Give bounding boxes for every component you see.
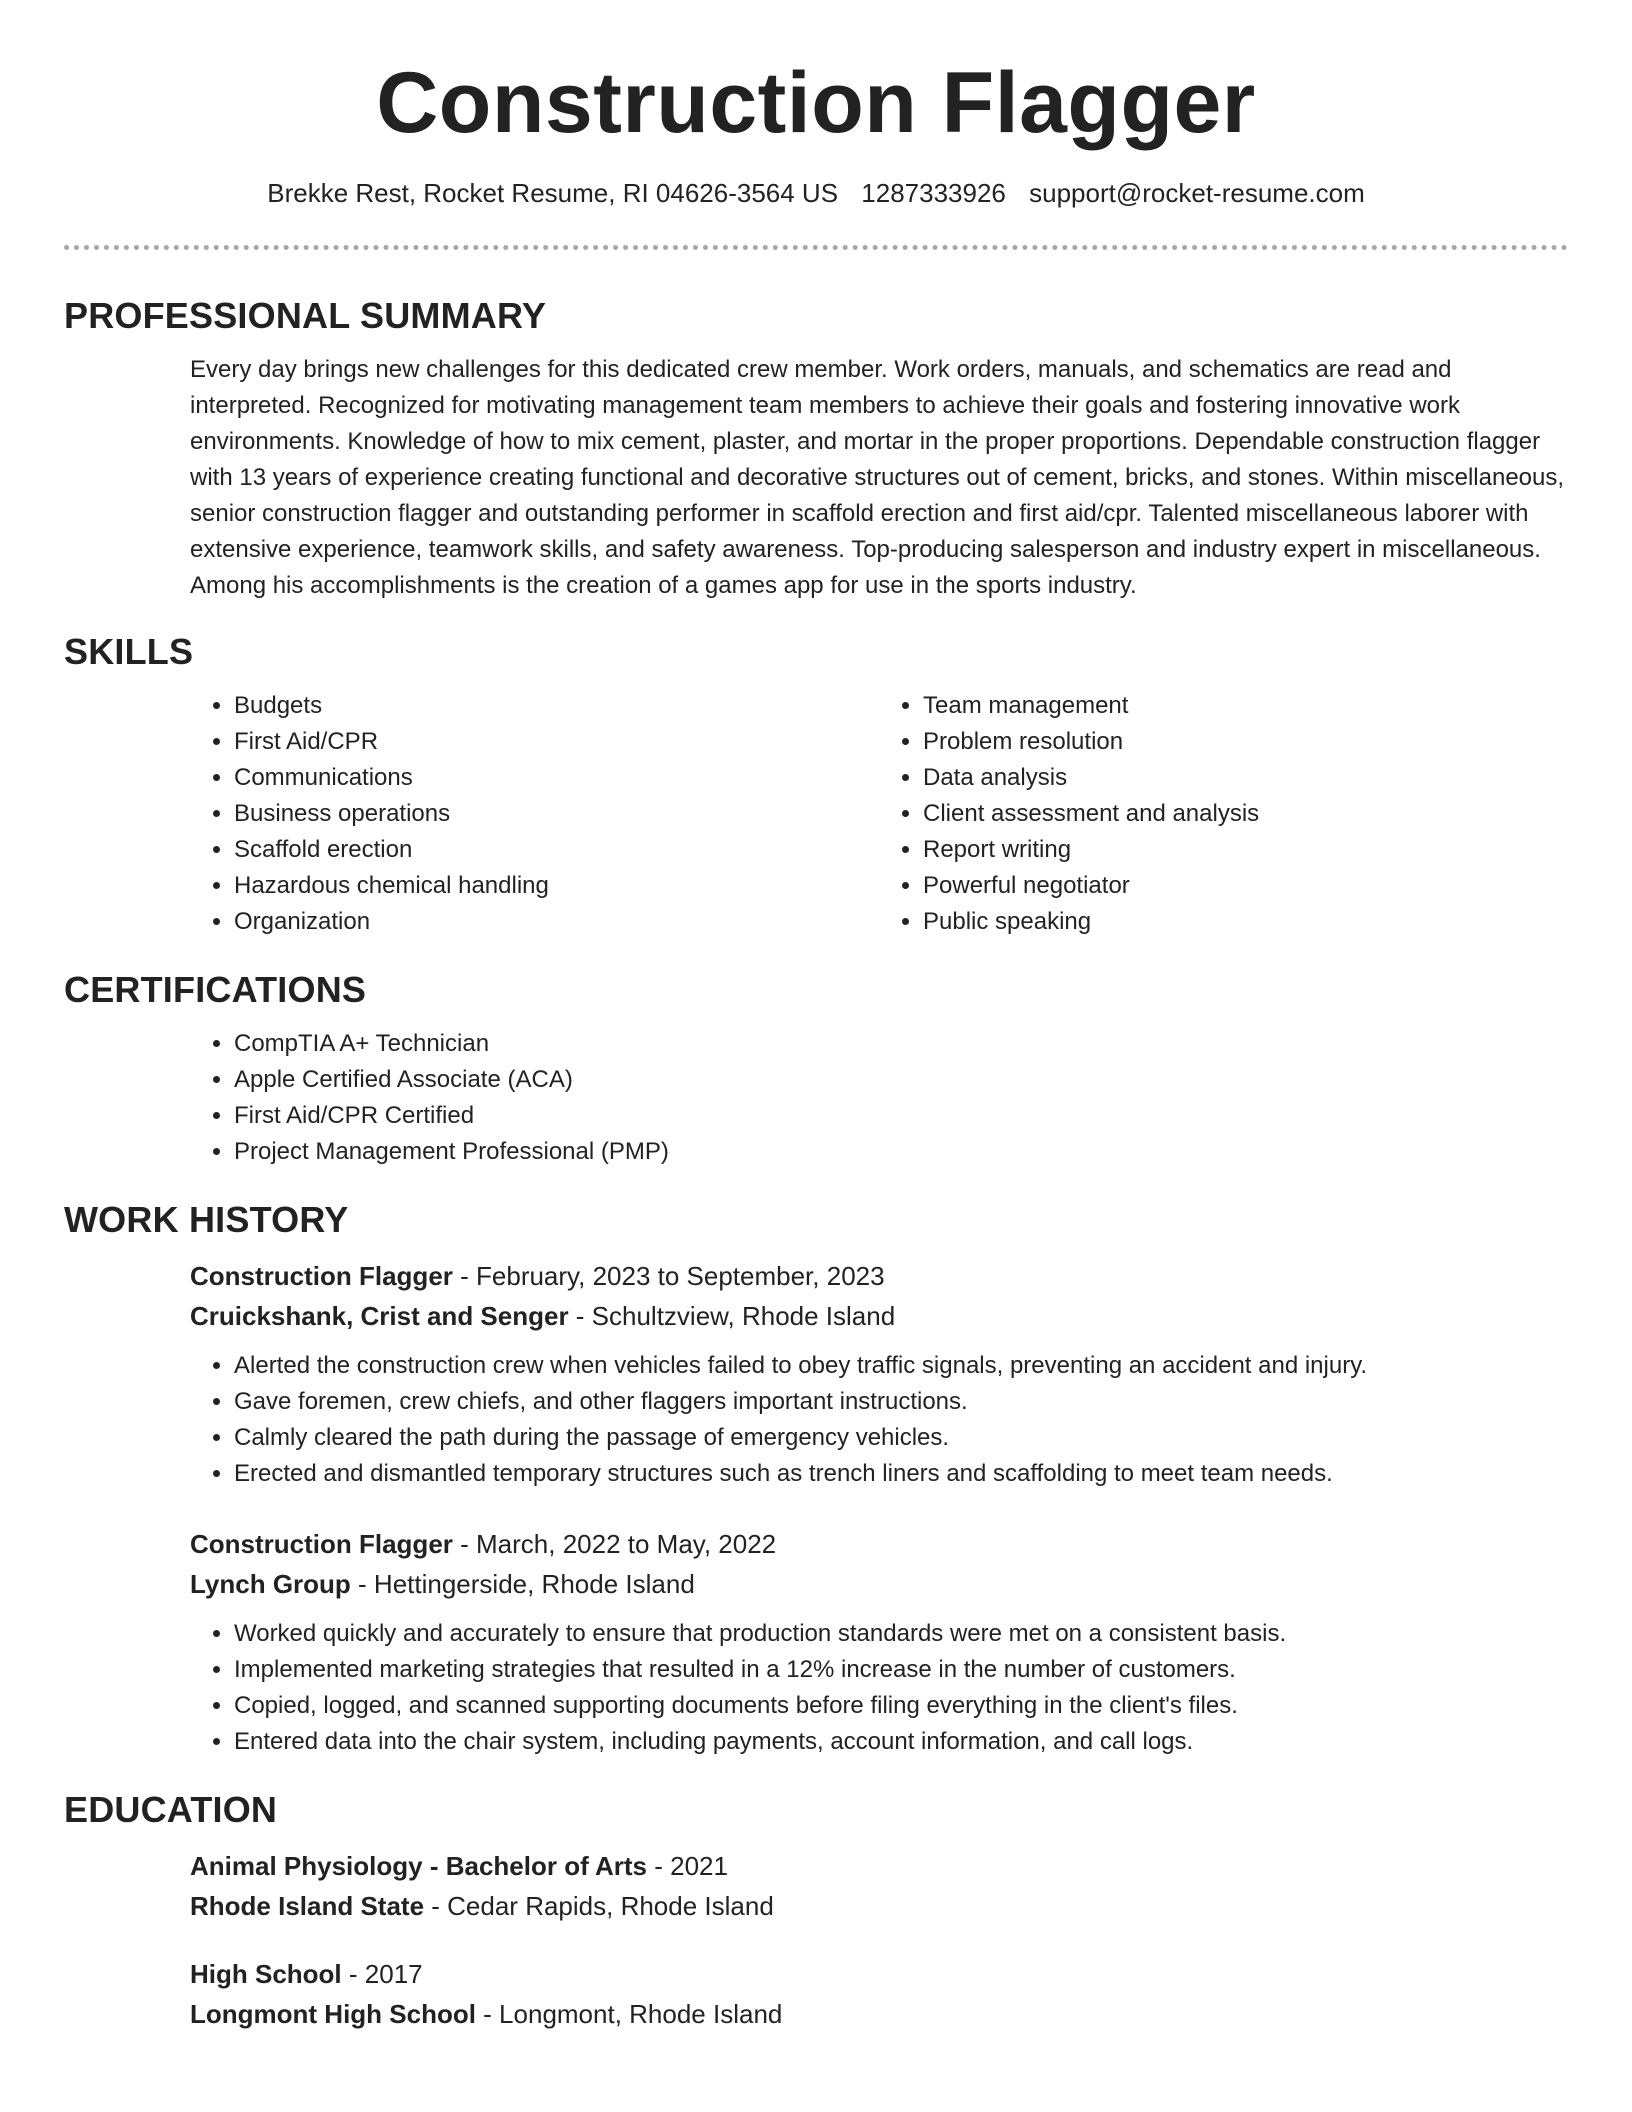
job-duty: • Erected and dismantled temporary structures such as trench liners and scaffolding to meet team needs. bbox=[234, 1456, 1568, 1492]
education-school-line bbox=[190, 1886, 1568, 1926]
contact-address: Brekke Rest, Rocket Resume, RI 04626-3564 US bbox=[267, 178, 839, 209]
skills-column-left bbox=[190, 688, 879, 940]
summary-section bbox=[64, 292, 1568, 604]
skill-item: • Hazardous chemical handling bbox=[234, 868, 879, 904]
education-section bbox=[64, 1786, 1568, 2034]
skill-item: • Organization bbox=[234, 904, 879, 940]
job-dates: - March, 2022 to May, 2022 bbox=[452, 1529, 777, 1560]
education-year: - 2021 bbox=[647, 1851, 728, 1882]
job-duty: • Copied, logged, and scanned supporting documents before filing everything in the client's files. bbox=[234, 1688, 1568, 1724]
certification-item: • Project Management Professional (PMP) bbox=[234, 1134, 1568, 1170]
summary-text: Every day brings new challenges for this dedicated crew member. Work orders, manuals, and schematics are read and interpreted. Recognized for motivating management team members to achieve their goals and fostering innovative work environments. Knowledge of how to mix cement, plaster, and mortar in the proper proportions. Dependable construction flagger with 13 years of experience creating functional and decorative structures out of cement, bricks, and stones. Within miscellaneous, senior construction flagger and outstanding performer in scaffold erection and first aid/cpr. Talented miscellaneous laborer with extensive experience, teamwork skills, and safety awareness. Top-producing salesperson and industry expert in miscellaneous. Among his accomplishments is the creation of a games app for use in the sports industry. bbox=[190, 356, 1565, 600]
contact-phone: 1287333926 bbox=[861, 178, 1006, 209]
job-duty: • Entered data into the chair system, including payments, account information, and call logs. bbox=[234, 1724, 1568, 1760]
education-degree: Animal Physiology - Bachelor of Arts bbox=[190, 1851, 648, 1882]
education-location: - Longmont, Rhode Island bbox=[475, 1999, 783, 2030]
job-location: - Hettingerside, Rhode Island bbox=[350, 1569, 695, 1600]
section-title-skills: SKILLS bbox=[64, 631, 194, 673]
skill-item: • Problem resolution bbox=[923, 724, 1568, 760]
job-duty: • Implemented marketing strategies that resulted in a 12% increase in the number of customers. bbox=[234, 1652, 1568, 1688]
section-title-work-history: WORK HISTORY bbox=[64, 1199, 349, 1241]
skill-item: • Scaffold erection bbox=[234, 832, 879, 868]
job-duties-list bbox=[190, 1348, 1568, 1492]
work-history-body bbox=[190, 1256, 1568, 1760]
skill-item: • Powerful negotiator bbox=[923, 868, 1568, 904]
skill-item: • Report writing bbox=[923, 832, 1568, 868]
section-title-summary: PROFESSIONAL SUMMARY bbox=[64, 295, 547, 337]
education-location: - Cedar Rapids, Rhode Island bbox=[424, 1891, 774, 1922]
education-school: Longmont High School bbox=[190, 1999, 476, 2030]
education-body bbox=[190, 1846, 1568, 2034]
education-entry bbox=[190, 1846, 1568, 1926]
job-company-line bbox=[190, 1296, 1568, 1336]
education-degree-line bbox=[190, 1954, 1568, 1994]
job-company: Cruickshank, Crist and Senger bbox=[190, 1301, 569, 1332]
skills-column-right bbox=[879, 688, 1568, 940]
skills-section bbox=[64, 628, 1568, 940]
certification-item: • CompTIA A+ Technician bbox=[234, 1026, 1568, 1062]
job-location: - Schultzview, Rhode Island bbox=[568, 1301, 896, 1332]
skill-item: • First Aid/CPR bbox=[234, 724, 879, 760]
skill-item: • Team management bbox=[923, 688, 1568, 724]
contact-email: support@rocket-resume.com bbox=[1029, 178, 1365, 209]
education-entry bbox=[190, 1954, 1568, 2034]
job-title-line bbox=[190, 1256, 1568, 1296]
job-entry bbox=[190, 1256, 1568, 1492]
certifications-body bbox=[190, 1026, 1568, 1170]
job-role: Construction Flagger bbox=[190, 1261, 453, 1292]
job-entry bbox=[190, 1524, 1568, 1760]
certifications-section bbox=[64, 966, 1568, 1170]
job-duty: • Worked quickly and accurately to ensure that production standards were met on a consistent basis. bbox=[234, 1616, 1568, 1652]
education-school-line bbox=[190, 1994, 1568, 2034]
job-duty: • Gave foremen, crew chiefs, and other flaggers important instructions. bbox=[234, 1384, 1568, 1420]
candidate-name: Construction Flagger bbox=[376, 55, 1256, 151]
job-duties-list bbox=[190, 1616, 1568, 1760]
job-role: Construction Flagger bbox=[190, 1529, 453, 1560]
header-divider bbox=[64, 245, 1568, 250]
skills-grid bbox=[190, 688, 1568, 940]
education-school: Rhode Island State bbox=[190, 1891, 425, 1922]
certifications-list bbox=[190, 1026, 1568, 1170]
section-title-certifications: CERTIFICATIONS bbox=[64, 969, 367, 1011]
work-history-section bbox=[64, 1196, 1568, 1760]
skill-item: • Business operations bbox=[234, 796, 879, 832]
certification-item: • Apple Certified Associate (ACA) bbox=[234, 1062, 1568, 1098]
contact-line bbox=[0, 175, 1632, 211]
skill-item: • Client assessment and analysis bbox=[923, 796, 1568, 832]
certification-item: • First Aid/CPR Certified bbox=[234, 1098, 1568, 1134]
skill-item: • Data analysis bbox=[923, 760, 1568, 796]
job-company-line bbox=[190, 1564, 1568, 1604]
skill-item: • Communications bbox=[234, 760, 879, 796]
job-duty: • Calmly cleared the path during the passage of emergency vehicles. bbox=[234, 1420, 1568, 1456]
job-company: Lynch Group bbox=[190, 1569, 351, 1600]
job-title-line bbox=[190, 1524, 1568, 1564]
education-degree: High School bbox=[190, 1959, 342, 1990]
education-degree-line bbox=[190, 1846, 1568, 1886]
skill-item: • Public speaking bbox=[923, 904, 1568, 940]
resume-header bbox=[0, 0, 1632, 211]
skill-item: • Budgets bbox=[234, 688, 879, 724]
job-dates: - February, 2023 to September, 2023 bbox=[452, 1261, 885, 1292]
education-year: - 2017 bbox=[341, 1959, 423, 1990]
section-title-education: EDUCATION bbox=[64, 1789, 278, 1831]
job-duty: • Alerted the construction crew when vehicles failed to obey traffic signals, preventing an accident and injury. bbox=[234, 1348, 1568, 1384]
